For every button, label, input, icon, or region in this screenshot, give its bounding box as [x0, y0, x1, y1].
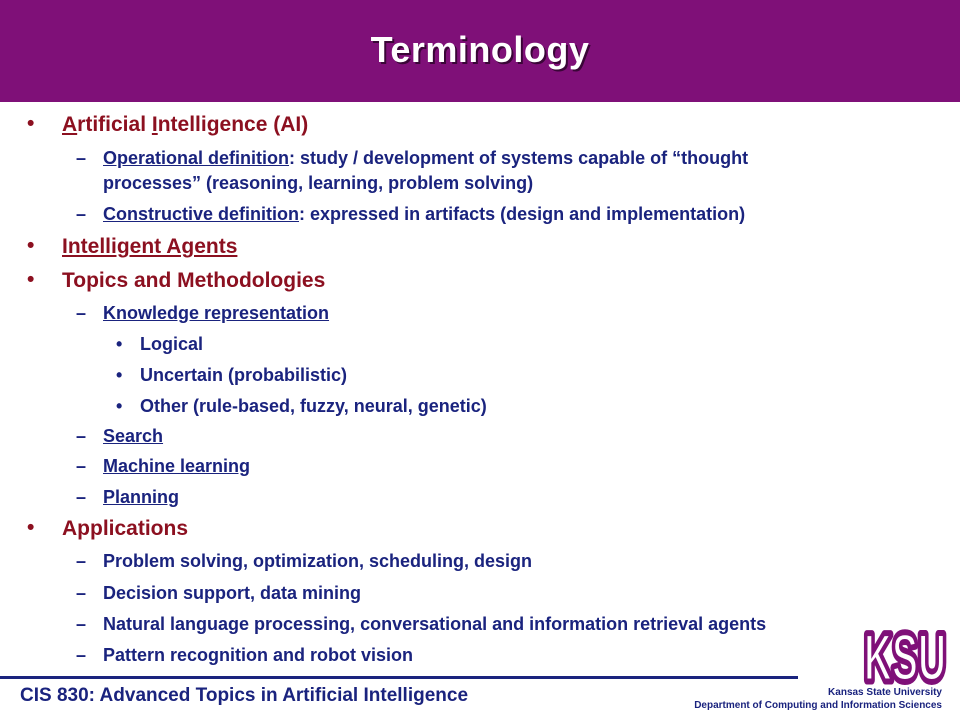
department-name: Department of Computing and Information Sciences [694, 700, 942, 711]
university-name: Kansas State University [828, 687, 942, 698]
search-link[interactable]: Search [103, 426, 164, 446]
footer-affiliation [694, 686, 942, 712]
operational-definition-link[interactable]: Operational definition [103, 148, 290, 168]
slide-title: Terminology [370, 29, 590, 70]
machine-learning-link[interactable]: Machine learning [103, 456, 251, 476]
constructive-definition-link[interactable]: Constructive definition [103, 204, 300, 224]
planning-link[interactable]: Planning [103, 487, 179, 507]
footer-divider [0, 676, 798, 679]
svg-text:KSU: KSU [864, 620, 946, 688]
slide-body: • Artificial Intelligence (AI) – Operational definition: study / development of systems capable of “thought processes” (reasoning, learning, problem solving) – Constructive definition: expressed in artifacts (design and implementation) • Intelligent Agents • Topics and Methodologies – Knowledge representation • Logical • Uncertain (probabilistic) • Other (rule-based, fuzzy, neural, genetic) – Search – Machine learning – Planning • Applications – Problem solving, optimization, scheduling, design – Decision support, data mining – Natural language processing, conversational and information retrieval agents – Pattern recognition and robot vision [27, 112, 767, 665]
knowledge-representation-link[interactable]: Knowledge representation [103, 303, 330, 323]
ksu-logo [862, 616, 948, 688]
svg-text:KSU: KSU [864, 620, 946, 688]
course-title: CIS 830: Advanced Topics in Artificial Intelligence [20, 685, 469, 706]
intelligent-agents-link[interactable]: Intelligent Agents [62, 235, 238, 258]
